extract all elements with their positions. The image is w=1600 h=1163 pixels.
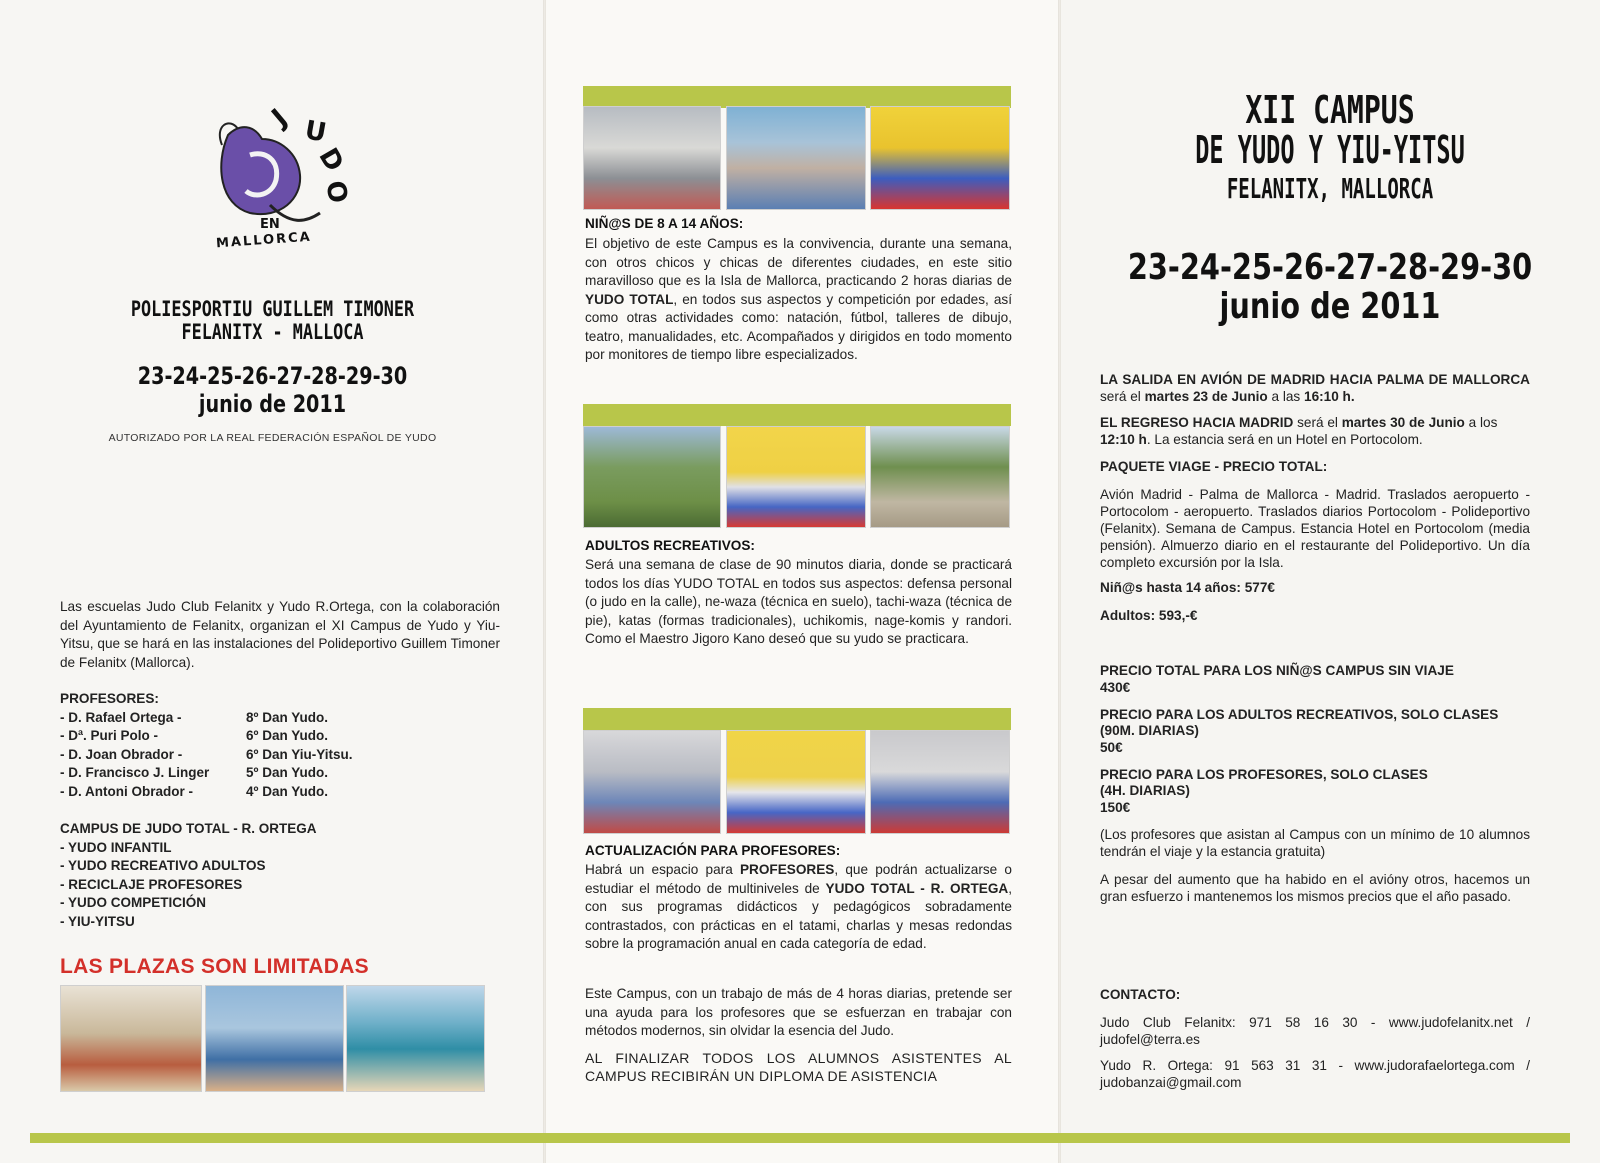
- profesores-paragraph: [585, 861, 1012, 954]
- ninos-title: NIÑ@S DE 8 A 14 AÑOS:: [585, 216, 744, 231]
- judo-mallorca-logo: [210, 95, 353, 260]
- bottom-green-bar: [30, 1133, 1570, 1143]
- contacto-ortega: Yudo R. Ortega: 91 563 31 31 - www.judorafaelortega.com / judobanzai@gmail.com: [1100, 1058, 1530, 1090]
- photo-outdoor-court: [870, 426, 1010, 528]
- dates-right: 23-24-25-26-27-28-29-30: [1127, 247, 1533, 288]
- precio1-value: 430€: [1100, 680, 1131, 695]
- logo-en: EN: [260, 217, 280, 232]
- profesor-rank: 8º Dan Yudo.: [246, 710, 328, 725]
- profesor-rank: 6º Dan Yudo.: [246, 728, 328, 743]
- campus-title-main: XII CAMPUS: [1245, 88, 1415, 132]
- month-right: junio de 2011: [1219, 286, 1441, 327]
- paquete-title: PAQUETE VIAGE - PRECIO TOTAL:: [1100, 459, 1328, 474]
- venue-line2: FELANITX - MALLOCA: [181, 320, 364, 344]
- salida-text2: a las: [1267, 389, 1305, 404]
- diploma-note: AL FINALIZAR TODOS LOS ALUMNOS ASISTENTES AL CAMPUS RECIBIRÁN UN DIPLOMA DE ASISTENCIA: [585, 1050, 1012, 1084]
- contacto-judoclub: Judo Club Felanitx: 971 58 16 30 - www.judofelanitx.net / judofel@terra.es: [1100, 1015, 1530, 1047]
- photo-instructors-group: [726, 730, 866, 834]
- regreso-date: martes 30 de Junio: [1341, 415, 1465, 430]
- authorized-text: AUTORIZADO POR LA REAL FEDERACIÓN ESPAÑOL DE YUDO: [108, 432, 437, 444]
- place-title: FELANITX, MALLORCA: [1226, 172, 1434, 205]
- photo-instructors: [583, 730, 721, 834]
- photo-dojo-class: [583, 106, 721, 210]
- regreso-text2: a los: [1464, 415, 1498, 430]
- profesor-name: - D. Rafael Ortega -: [60, 710, 182, 725]
- nota-profesores: (Los profesores que asistan al Campus con un mínimo de 10 alumnos tendrán el viaje y la estancia gratuita): [1100, 827, 1530, 859]
- adultos-title: ADULTOS RECREATIVOS:: [585, 538, 755, 553]
- month-left: junio de 2011: [198, 390, 347, 418]
- fold-line-right: [1058, 0, 1061, 1163]
- logo-mallorca: MALLORCA: [215, 229, 313, 252]
- salida-paragraph: [1100, 371, 1530, 405]
- profes-text-a: Habrá un espacio para: [585, 862, 740, 877]
- photo-kids-gym: [60, 985, 202, 1092]
- paquete-paragraph: Avión Madrid - Palma de Mallorca - Madrid. Traslados aeropuerto - Portocolom - aeropuerto. Traslados diarios Portocolom - Polideportivo (Felanitx). Semana de Campus. Estancia Hotel en Portocolom (media pensión). Almuerzo diario en el restaurante del Polideportivo. Un día completo excursión por la Isla.: [1100, 487, 1530, 570]
- salida-text: será el: [1100, 389, 1145, 404]
- logo-letter-o: O: [319, 178, 353, 206]
- dates-left: 23-24-25-26-27-28-29-30: [137, 362, 408, 390]
- photo-group-yellow: [726, 426, 866, 528]
- campus-item: - YIU-YITSU: [60, 914, 135, 929]
- precio2-value: 50€: [1100, 740, 1123, 755]
- adultos-price: Adultos: 593,-€: [1100, 608, 1198, 623]
- ninos-text-a: El objetivo de este Campus es la convivencia, durante una semana, con otros chicos y chicas de diferentes ciudades, en este sitio maravilloso que es la Isla de Mallorca, practicando 2 horas diarias de: [585, 236, 1012, 288]
- venue-line1: POLIESPORTIU GUILLEM TIMONER: [130, 297, 415, 321]
- profesor-name: - D. Antoni Obrador -: [60, 784, 193, 799]
- profesor-name: - Dª. Puri Polo -: [60, 728, 158, 743]
- precio3-sub: (4H. DIARIAS): [1100, 783, 1190, 798]
- profes-bold2: YUDO TOTAL - R. ORTEGA: [825, 880, 1009, 896]
- logo-letter-d: D: [312, 143, 350, 177]
- profesor-rank: 5º Dan Yudo.: [246, 765, 328, 780]
- campus-title-sub: DE YUDO Y YIU-YITSU: [1195, 128, 1465, 172]
- salida-date: martes 23 de Junio: [1144, 389, 1268, 404]
- regreso-text: será el: [1293, 415, 1342, 430]
- intro-paragraph: Las escuelas Judo Club Felanitx y Yudo R.Ortega, con la colaboración del Ayuntamiento de Felanitx, organizan el XI Campus de Yudo y Yiu-Yitsu, que se hará en las instalaciones del Polideportivo Guillem Timoner de Felanitx (Mallorca).: [60, 599, 500, 670]
- profes-bold1: PROFESORES: [739, 862, 835, 877]
- green-strip-2: [583, 404, 1011, 426]
- logo-letter-u: U: [302, 115, 329, 149]
- campus-title: CAMPUS DE JUDO TOTAL - R. ORTEGA: [60, 821, 317, 836]
- salida-bold: LA SALIDA EN AVIÓN DE MADRID HACIA PALMA DE MALLORCA: [1100, 372, 1530, 387]
- photo-outdoor-exercise: [583, 426, 721, 528]
- nota-precios: A pesar del aumento que ha habido en el aviónу otros, hacemos un gran esfuerzo i mantenemos los mismos precios que el año pasado.: [1100, 872, 1530, 904]
- adultos-paragraph: Será una semana de clase de 90 minutos diaria, donde se practicará todos los días YUDO TOTAL en todos sus aspectos: defensa personal (o judo en la calle), ne-waza (técnica en suelo), tachi-waza (técnica de pie), katas (formas tradicionales), uchikomis, nage-komis y randori. Como el Maestro Jigoro Kano deseó que su yudo se practicara.: [585, 557, 1012, 646]
- green-strip-1: [583, 86, 1011, 108]
- precio1-title: PRECIO TOTAL PARA LOS NIÑ@S CAMPUS SIN VIAJE: [1100, 663, 1454, 678]
- profesor-rank: 6º Dan Yiu-Yitsu.: [246, 747, 353, 762]
- precio3-title: PRECIO PARA LOS PROFESORES, SOLO CLASES: [1100, 767, 1428, 782]
- profes-text-c: , con sus programas didácticos y pedagógicos sobradamente contrastados, con prácticas en el tatami, charlas y mesas redondas sobre la programación anual en cada categoría de edad.: [585, 880, 1012, 951]
- photo-demo: [870, 730, 1010, 834]
- profesores-actualizacion-title: ACTUALIZACIÓN PARA PROFESORES:: [585, 843, 841, 858]
- precio2-sub: (90M. DIARIAS): [1100, 723, 1199, 738]
- green-strip-3: [583, 708, 1011, 730]
- campus-item: - YUDO INFANTIL: [60, 840, 172, 855]
- fold-line-left: [543, 0, 546, 1163]
- ninos-price: Niñ@s hasta 14 años: 577€: [1100, 580, 1275, 595]
- ninos-paragraph: [585, 235, 1012, 365]
- campus-item: - YUDO RECREATIVO ADULTOS: [60, 858, 266, 873]
- campus-item: - YUDO COMPETICIÓN: [60, 895, 207, 910]
- regreso-text3: . La estancia será en un Hotel en Portocolom.: [1146, 432, 1423, 447]
- profesor-name: - D. Francisco J. Linger: [60, 765, 210, 780]
- regreso-paragraph: [1100, 414, 1530, 448]
- precio2-title: PRECIO PARA LOS ADULTOS RECREATIVOS, SOLO CLASES: [1100, 707, 1499, 722]
- photo-group: [726, 106, 866, 210]
- ninos-text-b: , en todos sus aspectos y competición por edades, así como otras actividades como: natación, fútbol, talleres de dibujo, teatro, manualidades, etc. Acompañados y dirigidos en todo momento por monitores de tiempo libre especializados.: [585, 291, 1012, 362]
- photo-beach: [346, 985, 485, 1092]
- photo-masks: [205, 985, 344, 1092]
- ninos-bold: YUDO TOTAL: [585, 291, 674, 307]
- plazas-limitadas-heading: LAS PLAZAS SON LIMITADAS: [60, 955, 369, 978]
- campus-item: - RECICLAJE PROFESORES: [60, 877, 243, 892]
- profesor-name: - D. Joan Obrador -: [60, 747, 183, 762]
- campus-paragraph: Este Campus, con un trabajo de más de 4 horas diarias, pretende ser una ayuda para los profesores que se esfuerzan en trabajar con métodos modernos, sin olvidar la esencia del Judo.: [585, 986, 1012, 1038]
- contacto-title: CONTACTO:: [1100, 987, 1181, 1002]
- regreso-bold: EL REGRESO HACIA MADRID: [1100, 415, 1294, 430]
- regreso-time: 12:10 h: [1100, 432, 1147, 447]
- profesor-rank: 4º Dan Yudo.: [246, 784, 328, 799]
- profes-text-b: , que podrán actualizarse o estudiar el método de multiniveles de: [585, 862, 1012, 896]
- precio3-value: 150€: [1100, 800, 1131, 815]
- photo-tatami: [870, 106, 1010, 210]
- profesores-title: PROFESORES:: [60, 691, 159, 706]
- logo-letter-j: J: [266, 103, 294, 133]
- salida-time: 16:10 h.: [1304, 389, 1355, 404]
